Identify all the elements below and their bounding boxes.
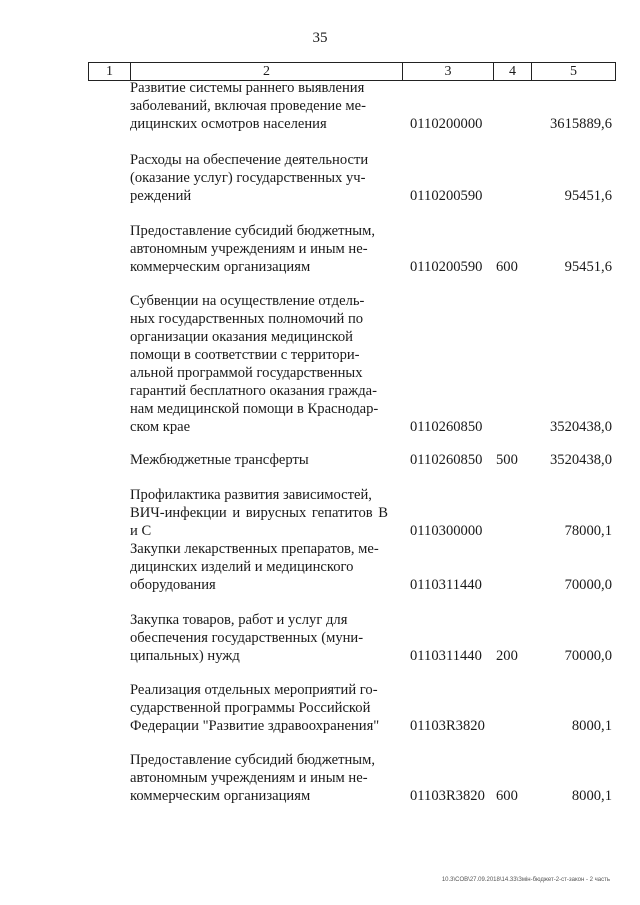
- row-name: Развитие системы раннего выявления заболеваний, включая проведение ме- дицинских осмотров населения: [130, 80, 366, 132]
- table-row: [130, 151, 612, 205]
- row-amount: 3615889,6: [549, 116, 612, 132]
- row-amount: 70000,0: [564, 577, 612, 593]
- header-col-4: 4: [494, 63, 532, 80]
- row-amount: 95451,6: [564, 259, 612, 275]
- row-amount: 3520438,0: [549, 452, 612, 468]
- row-name: Межбюджетные трансферты: [130, 452, 309, 468]
- page-number: 35: [312, 30, 328, 46]
- header-col-5: 5: [532, 63, 616, 80]
- table-row: [130, 540, 612, 594]
- row-amount: 8000,1: [571, 718, 612, 734]
- row-code: 0110311440: [410, 648, 482, 664]
- row-code: 0110200590: [410, 188, 483, 204]
- table-row: [130, 751, 612, 805]
- row-amount: 78000,1: [564, 523, 612, 539]
- row-amount: 3520438,0: [549, 419, 612, 435]
- row-amount: 70000,0: [564, 648, 612, 664]
- table-row: [130, 79, 612, 133]
- row-name: Расходы на обеспечение деятельности (оказание услуг) государственных уч- реждений: [130, 152, 369, 204]
- row-code: 0110300000: [410, 523, 483, 539]
- row-name: Реализация отдельных мероприятий го- сударственной программы Российской Федерации "Развитие здравоохранения": [130, 682, 380, 734]
- table-row: [130, 451, 612, 469]
- header-col-2: 2: [131, 63, 403, 80]
- row-vr: 500: [496, 452, 518, 468]
- table-row: [130, 486, 612, 540]
- footer-filepath: 10.3\COB\27.09.2018\14.33\Змін-бюджет-2-ст-закон - 2 часть: [441, 877, 610, 883]
- table-row: [130, 292, 612, 436]
- header-col-1: 1: [89, 63, 131, 80]
- row-name: Предоставление субсидий бюджетным, автономным учреждениям и иным не- коммерческим организациям: [130, 223, 375, 275]
- row-code: 01103R3820: [410, 718, 485, 734]
- table-row: [130, 681, 612, 735]
- row-code: 0110200590: [410, 259, 483, 275]
- row-vr: 200: [496, 648, 518, 664]
- table-row: [130, 611, 612, 665]
- row-code: 0110260850: [410, 419, 483, 435]
- row-code: 01103R3820: [410, 788, 485, 804]
- row-code: 0110311440: [410, 577, 482, 593]
- row-amount: 95451,6: [564, 188, 612, 204]
- table-row: [130, 222, 612, 276]
- row-code: 0110260850: [410, 452, 483, 468]
- row-vr: 600: [496, 259, 518, 275]
- row-name: Профилактика развития зависимостей, ВИЧ-инфекции и вирусных гепатитов В и С: [130, 487, 388, 539]
- row-name: Субвенции на осуществление отдель- ных государственных полномочий по организации оказания медицинской помощи в соответствии с территори- альной программой государственных гарантий бесплатного оказания гражда- нам медицинской помощи в Краснодар- ском крае: [130, 293, 379, 435]
- row-name: Предоставление субсидий бюджетным, автономным учреждениям и иным не- коммерческим организациям: [130, 752, 375, 804]
- row-amount: 8000,1: [571, 788, 612, 804]
- row-vr: 600: [496, 788, 518, 804]
- row-name: Закупка товаров, работ и услуг для обеспечения государственных (муни- ципальных) нужд: [130, 612, 364, 664]
- row-code: 0110200000: [410, 116, 483, 132]
- header-col-3: 3: [403, 63, 494, 80]
- row-name: Закупки лекарственных препаратов, ме- дицинских изделий и медицинского оборудования: [130, 541, 379, 593]
